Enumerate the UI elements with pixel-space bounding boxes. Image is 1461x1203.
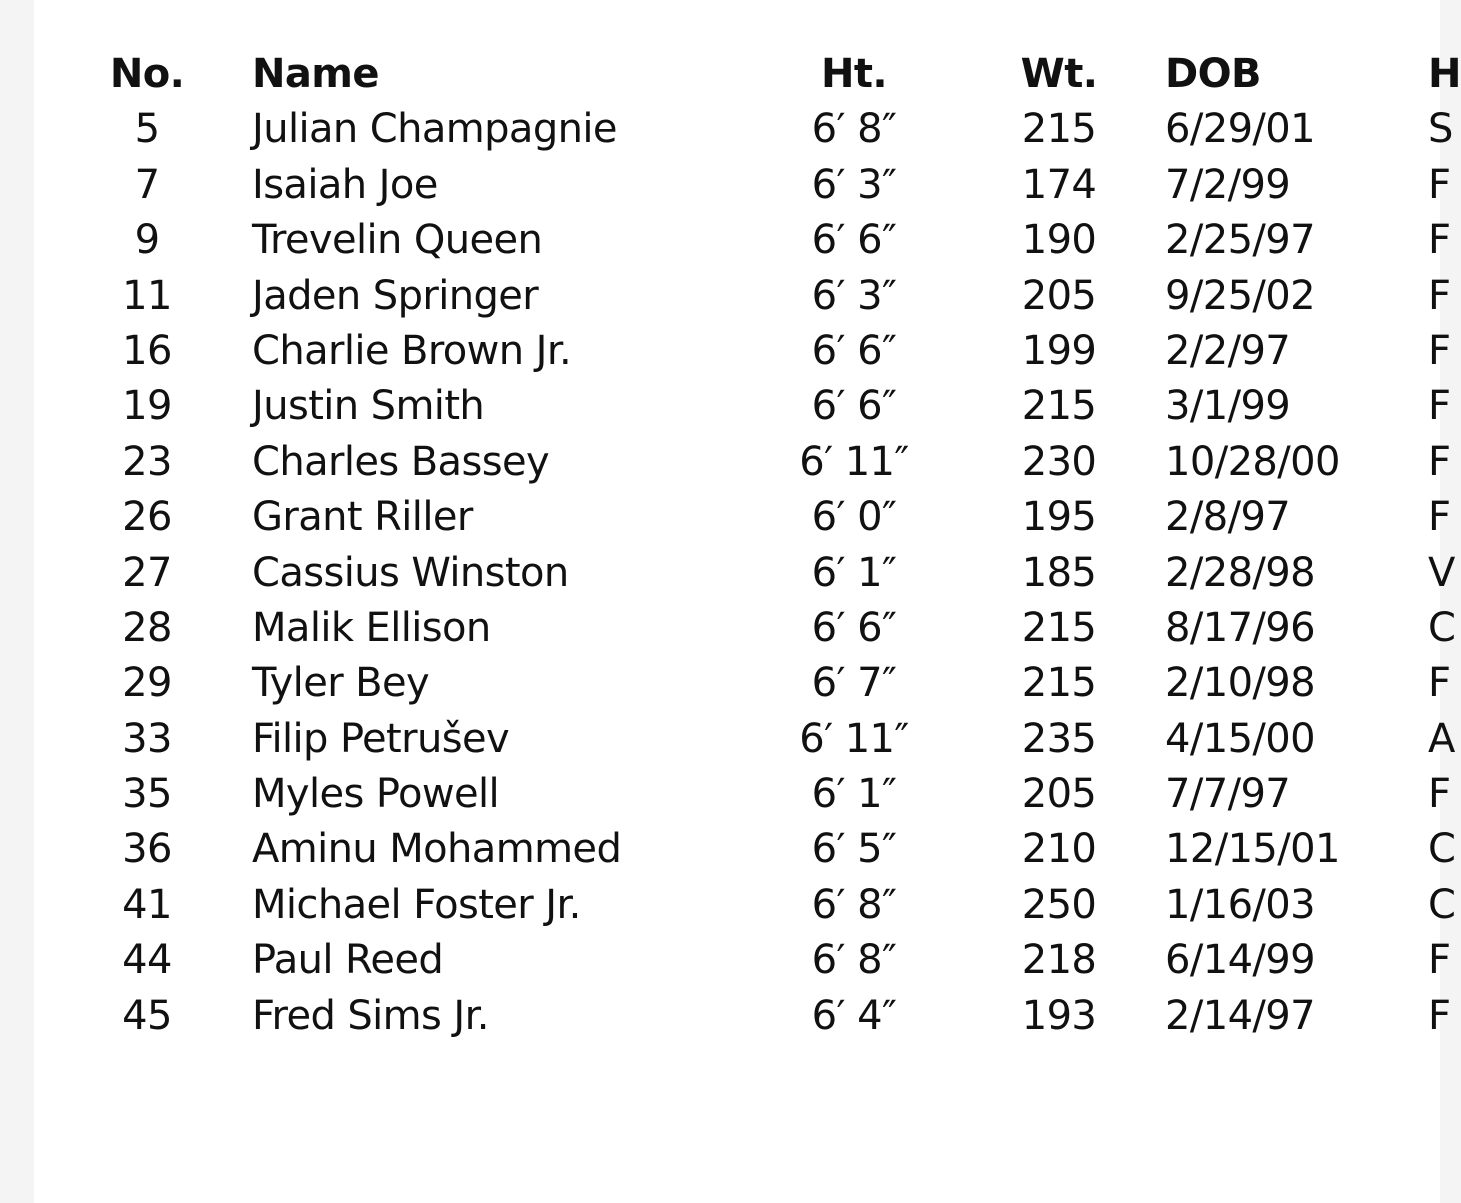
cell-name: Charles Bassey bbox=[252, 438, 550, 485]
cell-cut-off: F bbox=[1428, 937, 1451, 984]
cell-cut-off: F bbox=[1428, 272, 1451, 319]
cell-name: Justin Smith bbox=[252, 383, 485, 430]
cell-dob: 8/17/96 bbox=[1165, 604, 1315, 651]
cell-cut-off: A bbox=[1428, 715, 1455, 762]
cell-number: 45 bbox=[122, 992, 172, 1039]
cell-dob: 6/29/01 bbox=[1165, 106, 1315, 153]
cell-number: 35 bbox=[122, 771, 172, 818]
cell-weight: 205 bbox=[1021, 272, 1097, 319]
cell-dob: 10/28/00 bbox=[1165, 438, 1340, 485]
cell-name: Aminu Mohammed bbox=[252, 826, 622, 873]
cell-weight: 190 bbox=[1021, 217, 1097, 264]
cell-cut-off: C bbox=[1428, 826, 1456, 873]
cell-cut-off: F bbox=[1428, 217, 1451, 264]
cell-number: 44 bbox=[122, 937, 172, 984]
cell-name: Cassius Winston bbox=[252, 549, 569, 596]
cell-weight: 250 bbox=[1021, 881, 1097, 928]
cell-cut-off: F bbox=[1428, 383, 1451, 430]
cell-name: Charlie Brown Jr. bbox=[252, 327, 572, 374]
cell-weight: 215 bbox=[1021, 383, 1097, 430]
cell-dob: 3/1/99 bbox=[1165, 383, 1291, 430]
cell-cut-off: V bbox=[1428, 549, 1455, 596]
cell-number: 16 bbox=[122, 327, 172, 374]
cell-cut-off: F bbox=[1428, 327, 1451, 374]
cell-name: Grant Riller bbox=[252, 494, 473, 541]
cell-height: 6′ 7″ bbox=[811, 660, 897, 707]
cell-weight: 215 bbox=[1021, 106, 1097, 153]
cell-dob: 2/25/97 bbox=[1165, 217, 1315, 264]
cell-number: 11 bbox=[122, 272, 172, 319]
cell-cut-off: F bbox=[1428, 771, 1451, 818]
cell-height: 6′ 6″ bbox=[811, 383, 897, 430]
cell-number: 26 bbox=[122, 494, 172, 541]
cell-height: 6′ 8″ bbox=[811, 881, 897, 928]
cell-weight: 218 bbox=[1021, 937, 1097, 984]
cell-name: Myles Powell bbox=[252, 771, 499, 818]
cell-name: Tyler Bey bbox=[252, 660, 430, 707]
cell-height: 6′ 6″ bbox=[811, 604, 897, 651]
cell-dob: 7/7/97 bbox=[1165, 771, 1291, 818]
cell-height: 6′ 6″ bbox=[811, 217, 897, 264]
cell-cut-off: F bbox=[1428, 660, 1451, 707]
cell-dob: 7/2/99 bbox=[1165, 161, 1291, 208]
cell-number: 9 bbox=[134, 217, 160, 264]
cell-name: Jaden Springer bbox=[252, 272, 539, 319]
cell-weight: 230 bbox=[1021, 438, 1097, 485]
cell-cut-off: F bbox=[1428, 992, 1451, 1039]
cell-weight: 195 bbox=[1021, 494, 1097, 541]
cell-dob: 2/2/97 bbox=[1165, 327, 1291, 374]
cell-name: Trevelin Queen bbox=[252, 217, 543, 264]
cell-height: 6′ 6″ bbox=[811, 327, 897, 374]
cell-dob: 9/25/02 bbox=[1165, 272, 1315, 319]
cell-height: 6′ 3″ bbox=[811, 161, 897, 208]
cell-number: 33 bbox=[122, 715, 172, 762]
header-dob: DOB bbox=[1165, 51, 1261, 97]
cell-weight: 205 bbox=[1021, 771, 1097, 818]
cell-cut-off: F bbox=[1428, 494, 1451, 541]
cell-number: 36 bbox=[122, 826, 172, 873]
cell-name: Isaiah Joe bbox=[252, 161, 438, 208]
header-height: Ht. bbox=[821, 51, 887, 97]
cell-weight: 210 bbox=[1021, 826, 1097, 873]
cell-dob: 12/15/01 bbox=[1165, 826, 1340, 873]
cell-number: 41 bbox=[122, 881, 172, 928]
cell-cut-off: F bbox=[1428, 438, 1451, 485]
cell-name: Malik Ellison bbox=[252, 604, 491, 651]
cell-cut-off: F bbox=[1428, 161, 1451, 208]
cell-dob: 2/14/97 bbox=[1165, 992, 1315, 1039]
cell-number: 27 bbox=[122, 549, 172, 596]
cell-height: 6′ 8″ bbox=[811, 937, 897, 984]
cell-weight: 199 bbox=[1021, 327, 1097, 374]
cell-number: 28 bbox=[122, 604, 172, 651]
cell-cut-off: S bbox=[1428, 106, 1453, 153]
cell-dob: 1/16/03 bbox=[1165, 881, 1315, 928]
cell-height: 6′ 4″ bbox=[811, 992, 897, 1039]
cell-number: 29 bbox=[122, 660, 172, 707]
cell-weight: 185 bbox=[1021, 549, 1097, 596]
header-weight: Wt. bbox=[1020, 51, 1098, 97]
cell-number: 23 bbox=[122, 438, 172, 485]
cell-name: Michael Foster Jr. bbox=[252, 881, 581, 928]
cell-cut-off: C bbox=[1428, 881, 1456, 928]
cell-height: 6′ 3″ bbox=[811, 272, 897, 319]
cell-weight: 193 bbox=[1021, 992, 1097, 1039]
cell-height: 6′ 1″ bbox=[811, 771, 897, 818]
cell-dob: 2/8/97 bbox=[1165, 494, 1291, 541]
cell-number: 7 bbox=[134, 161, 160, 208]
cell-height: 6′ 11″ bbox=[799, 715, 909, 762]
cell-cut-off: C bbox=[1428, 604, 1456, 651]
cell-weight: 235 bbox=[1021, 715, 1097, 762]
cell-height: 6′ 0″ bbox=[811, 494, 897, 541]
header-number: No. bbox=[109, 51, 185, 97]
cell-weight: 215 bbox=[1021, 604, 1097, 651]
cell-number: 19 bbox=[122, 383, 172, 430]
cell-name: Julian Champagnie bbox=[252, 106, 617, 153]
cell-height: 6′ 11″ bbox=[799, 438, 909, 485]
cell-name: Filip Petrušev bbox=[252, 715, 510, 762]
cell-weight: 215 bbox=[1021, 660, 1097, 707]
header-cut-off: H bbox=[1428, 51, 1461, 97]
cell-name: Fred Sims Jr. bbox=[252, 992, 489, 1039]
cell-height: 6′ 8″ bbox=[811, 106, 897, 153]
cell-dob: 2/28/98 bbox=[1165, 549, 1315, 596]
cell-name: Paul Reed bbox=[252, 937, 444, 984]
cell-dob: 2/10/98 bbox=[1165, 660, 1315, 707]
cell-height: 6′ 5″ bbox=[811, 826, 897, 873]
cell-number: 5 bbox=[134, 106, 160, 153]
cell-height: 6′ 1″ bbox=[811, 549, 897, 596]
cell-dob: 6/14/99 bbox=[1165, 937, 1315, 984]
document-page bbox=[34, 0, 1461, 1203]
cell-dob: 4/15/00 bbox=[1165, 715, 1315, 762]
header-name: Name bbox=[252, 51, 379, 97]
cell-weight: 174 bbox=[1021, 161, 1097, 208]
